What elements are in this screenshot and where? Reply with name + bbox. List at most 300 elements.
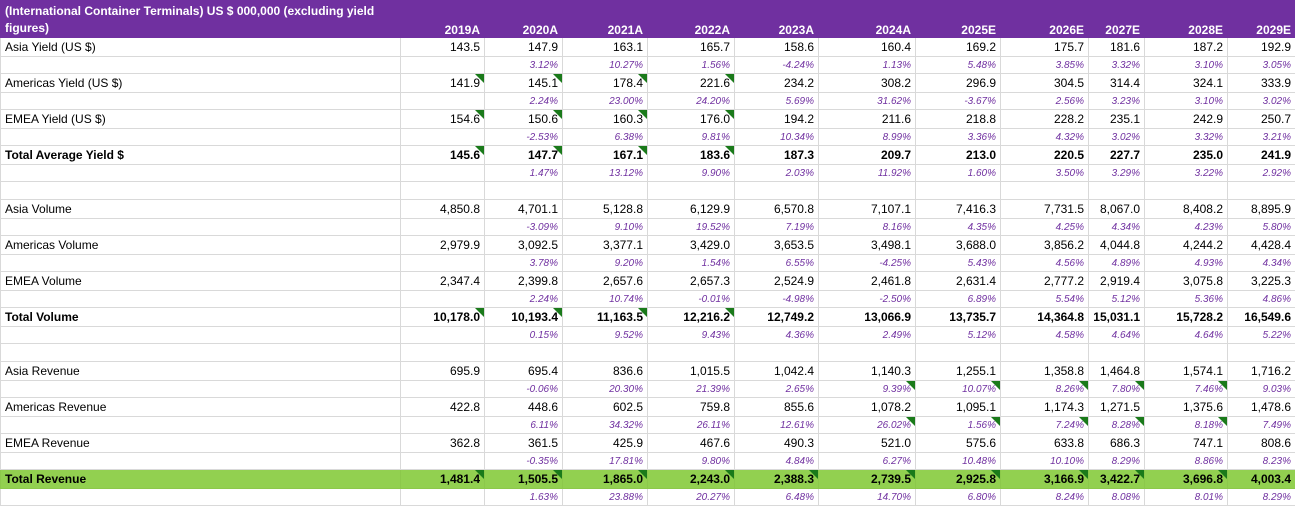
comment-indicator-icon[interactable] (475, 110, 484, 119)
empty-cell[interactable] (1, 489, 401, 506)
growth-cell[interactable]: 10.07% (916, 381, 1001, 398)
value-cell[interactable]: 1,716.2 (1228, 362, 1295, 381)
value-cell[interactable]: 3,092.5 (485, 236, 563, 255)
row-label[interactable]: Americas Volume (1, 236, 401, 255)
value-cell[interactable]: 3,653.5 (735, 236, 819, 255)
growth-cell[interactable]: 1.54% (648, 255, 735, 272)
value-cell[interactable]: 855.6 (735, 398, 819, 417)
value-cell[interactable]: 1,358.8 (1001, 362, 1089, 381)
value-cell[interactable]: 747.1 (1145, 434, 1228, 453)
value-cell[interactable]: 422.8 (401, 398, 485, 417)
value-cell[interactable]: 241.9 (1228, 146, 1295, 165)
empty-cell[interactable] (1, 57, 401, 74)
growth-cell[interactable]: 2.92% (1228, 165, 1295, 182)
year-header[interactable]: 2028E (1145, 1, 1228, 38)
growth-cell[interactable]: 31.62% (819, 93, 916, 110)
value-cell[interactable]: 7,416.3 (916, 200, 1001, 219)
growth-cell[interactable]: 4.35% (916, 219, 1001, 236)
growth-cell[interactable]: 6.80% (916, 489, 1001, 506)
value-cell[interactable]: 3,377.1 (563, 236, 648, 255)
year-header[interactable]: 2024A (819, 1, 916, 38)
comment-indicator-icon[interactable] (475, 146, 484, 155)
value-cell[interactable]: 213.0 (916, 146, 1001, 165)
comment-indicator-icon[interactable] (906, 381, 915, 390)
growth-cell[interactable]: 20.30% (563, 381, 648, 398)
growth-cell[interactable] (401, 165, 485, 182)
value-cell[interactable]: 158.6 (735, 38, 819, 57)
growth-cell[interactable]: 10.48% (916, 453, 1001, 470)
value-cell[interactable]: 227.7 (1089, 146, 1145, 165)
value-cell[interactable]: 211.6 (819, 110, 916, 129)
growth-cell[interactable]: 5.69% (735, 93, 819, 110)
comment-indicator-icon[interactable] (1218, 417, 1227, 426)
value-cell[interactable]: 808.6 (1228, 434, 1295, 453)
value-cell[interactable]: 209.7 (819, 146, 916, 165)
growth-cell[interactable]: 7.19% (735, 219, 819, 236)
value-cell[interactable]: 14,364.8 (1001, 308, 1089, 327)
year-header[interactable]: 2027E (1089, 1, 1145, 38)
growth-cell[interactable]: 4.56% (1001, 255, 1089, 272)
value-cell[interactable]: 4,428.4 (1228, 236, 1295, 255)
growth-cell[interactable]: 3.32% (1089, 57, 1145, 74)
value-cell[interactable]: 6,570.8 (735, 200, 819, 219)
value-cell[interactable]: 1,574.1 (1145, 362, 1228, 381)
comment-indicator-icon[interactable] (475, 74, 484, 83)
value-cell[interactable]: 4,701.1 (485, 200, 563, 219)
value-cell[interactable]: 1,078.2 (819, 398, 916, 417)
growth-cell[interactable] (401, 255, 485, 272)
growth-cell[interactable]: 8.16% (819, 219, 916, 236)
year-header[interactable]: 2029E (1228, 1, 1295, 38)
growth-cell[interactable]: -0.01% (648, 291, 735, 308)
value-cell[interactable]: 12,216.2 (648, 308, 735, 327)
growth-cell[interactable]: 5.54% (1001, 291, 1089, 308)
empty-cell[interactable] (1, 165, 401, 182)
growth-cell[interactable] (401, 291, 485, 308)
value-cell[interactable]: 2,631.4 (916, 272, 1001, 291)
value-cell[interactable]: 194.2 (735, 110, 819, 129)
growth-cell[interactable]: 23.00% (563, 93, 648, 110)
growth-cell[interactable]: 7.80% (1089, 381, 1145, 398)
comment-indicator-icon[interactable] (725, 470, 734, 479)
empty-cell[interactable] (563, 182, 648, 200)
empty-cell[interactable] (735, 182, 819, 200)
value-cell[interactable]: 333.9 (1228, 74, 1295, 93)
growth-cell[interactable]: 8.86% (1145, 453, 1228, 470)
growth-cell[interactable]: 3.50% (1001, 165, 1089, 182)
growth-cell[interactable]: 17.81% (563, 453, 648, 470)
growth-cell[interactable]: 4.64% (1089, 327, 1145, 344)
growth-cell[interactable]: 19.52% (648, 219, 735, 236)
growth-cell[interactable] (401, 129, 485, 146)
empty-cell[interactable] (485, 344, 563, 362)
value-cell[interactable]: 4,003.4 (1228, 470, 1295, 489)
growth-cell[interactable]: 14.70% (819, 489, 916, 506)
value-cell[interactable]: 1,865.0 (563, 470, 648, 489)
growth-cell[interactable]: 3.12% (485, 57, 563, 74)
growth-cell[interactable]: -4.25% (819, 255, 916, 272)
growth-cell[interactable]: 2.65% (735, 381, 819, 398)
comment-indicator-icon[interactable] (725, 146, 734, 155)
empty-cell[interactable] (1089, 344, 1145, 362)
value-cell[interactable]: 228.2 (1001, 110, 1089, 129)
comment-indicator-icon[interactable] (553, 146, 562, 155)
growth-cell[interactable]: 8.26% (1001, 381, 1089, 398)
growth-cell[interactable]: -4.24% (735, 57, 819, 74)
value-cell[interactable]: 16,549.6 (1228, 308, 1295, 327)
value-cell[interactable]: 448.6 (485, 398, 563, 417)
table-title[interactable]: (International Container Terminals) US $ 000,000 (excluding yield figures) (1, 1, 401, 38)
empty-cell[interactable] (735, 344, 819, 362)
growth-cell[interactable]: 3.23% (1089, 93, 1145, 110)
value-cell[interactable]: 1,015.5 (648, 362, 735, 381)
value-cell[interactable]: 187.2 (1145, 38, 1228, 57)
comment-indicator-icon[interactable] (991, 470, 1000, 479)
growth-cell[interactable]: 6.11% (485, 417, 563, 434)
growth-cell[interactable]: 0.15% (485, 327, 563, 344)
growth-cell[interactable]: 11.92% (819, 165, 916, 182)
value-cell[interactable]: 242.9 (1145, 110, 1228, 129)
growth-cell[interactable]: 4.84% (735, 453, 819, 470)
comment-indicator-icon[interactable] (553, 470, 562, 479)
growth-cell[interactable]: 4.64% (1145, 327, 1228, 344)
value-cell[interactable]: 147.7 (485, 146, 563, 165)
value-cell[interactable]: 1,478.6 (1228, 398, 1295, 417)
growth-cell[interactable]: 3.78% (485, 255, 563, 272)
empty-cell[interactable] (1, 381, 401, 398)
growth-cell[interactable]: 4.36% (735, 327, 819, 344)
growth-cell[interactable]: -2.53% (485, 129, 563, 146)
value-cell[interactable]: 686.3 (1089, 434, 1145, 453)
value-cell[interactable]: 13,066.9 (819, 308, 916, 327)
growth-cell[interactable]: -4.98% (735, 291, 819, 308)
growth-cell[interactable]: 8.29% (1228, 489, 1295, 506)
growth-cell[interactable]: 4.86% (1228, 291, 1295, 308)
value-cell[interactable]: 7,107.1 (819, 200, 916, 219)
value-cell[interactable]: 3,856.2 (1001, 236, 1089, 255)
growth-cell[interactable]: 5.12% (1089, 291, 1145, 308)
row-label[interactable]: Total Average Yield $ (1, 146, 401, 165)
value-cell[interactable]: 12,749.2 (735, 308, 819, 327)
empty-cell[interactable] (1, 255, 401, 272)
growth-cell[interactable]: 8.23% (1228, 453, 1295, 470)
comment-indicator-icon[interactable] (553, 74, 562, 83)
value-cell[interactable]: 250.7 (1228, 110, 1295, 129)
value-cell[interactable]: 220.5 (1001, 146, 1089, 165)
value-cell[interactable]: 362.8 (401, 434, 485, 453)
value-cell[interactable]: 1,095.1 (916, 398, 1001, 417)
growth-cell[interactable]: 5.36% (1145, 291, 1228, 308)
comment-indicator-icon[interactable] (638, 110, 647, 119)
value-cell[interactable]: 521.0 (819, 434, 916, 453)
empty-cell[interactable] (819, 344, 916, 362)
empty-cell[interactable] (648, 182, 735, 200)
comment-indicator-icon[interactable] (553, 110, 562, 119)
growth-cell[interactable]: 3.10% (1145, 93, 1228, 110)
value-cell[interactable]: 467.6 (648, 434, 735, 453)
growth-cell[interactable]: 8.29% (1089, 453, 1145, 470)
value-cell[interactable]: 2,919.4 (1089, 272, 1145, 291)
value-cell[interactable]: 5,128.8 (563, 200, 648, 219)
growth-cell[interactable]: -0.06% (485, 381, 563, 398)
value-cell[interactable]: 11,163.5 (563, 308, 648, 327)
growth-cell[interactable] (401, 93, 485, 110)
growth-cell[interactable]: 2.49% (819, 327, 916, 344)
growth-cell[interactable]: 3.36% (916, 129, 1001, 146)
value-cell[interactable]: 8,067.0 (1089, 200, 1145, 219)
value-cell[interactable]: 192.9 (1228, 38, 1295, 57)
empty-cell[interactable] (1001, 344, 1089, 362)
growth-cell[interactable] (401, 453, 485, 470)
value-cell[interactable]: 695.9 (401, 362, 485, 381)
comment-indicator-icon[interactable] (809, 470, 818, 479)
value-cell[interactable]: 296.9 (916, 74, 1001, 93)
growth-cell[interactable] (401, 417, 485, 434)
growth-cell[interactable]: 1.47% (485, 165, 563, 182)
value-cell[interactable]: 154.6 (401, 110, 485, 129)
value-cell[interactable]: 183.6 (648, 146, 735, 165)
growth-cell[interactable]: 8.08% (1089, 489, 1145, 506)
value-cell[interactable]: 15,728.2 (1145, 308, 1228, 327)
empty-cell[interactable] (1145, 182, 1228, 200)
value-cell[interactable]: 150.6 (485, 110, 563, 129)
growth-cell[interactable]: 9.52% (563, 327, 648, 344)
value-cell[interactable]: 2,657.3 (648, 272, 735, 291)
value-cell[interactable]: 2,979.9 (401, 236, 485, 255)
growth-cell[interactable]: 6.55% (735, 255, 819, 272)
row-label[interactable]: Americas Yield (US $) (1, 74, 401, 93)
growth-cell[interactable]: 5.22% (1228, 327, 1295, 344)
growth-cell[interactable]: 4.34% (1228, 255, 1295, 272)
value-cell[interactable]: 3,688.0 (916, 236, 1001, 255)
value-cell[interactable]: 1,140.3 (819, 362, 916, 381)
growth-cell[interactable]: 8.01% (1145, 489, 1228, 506)
value-cell[interactable]: 759.8 (648, 398, 735, 417)
growth-cell[interactable]: 8.99% (819, 129, 916, 146)
growth-cell[interactable]: 8.28% (1089, 417, 1145, 434)
row-label[interactable]: EMEA Volume (1, 272, 401, 291)
value-cell[interactable]: 235.0 (1145, 146, 1228, 165)
value-cell[interactable]: 160.4 (819, 38, 916, 57)
value-cell[interactable]: 8,895.9 (1228, 200, 1295, 219)
value-cell[interactable]: 575.6 (916, 434, 1001, 453)
growth-cell[interactable]: 2.03% (735, 165, 819, 182)
value-cell[interactable]: 308.2 (819, 74, 916, 93)
comment-indicator-icon[interactable] (475, 470, 484, 479)
comment-indicator-icon[interactable] (553, 308, 562, 317)
row-label[interactable]: EMEA Yield (US $) (1, 110, 401, 129)
growth-cell[interactable]: 23.88% (563, 489, 648, 506)
value-cell[interactable]: 1,174.3 (1001, 398, 1089, 417)
growth-cell[interactable] (401, 381, 485, 398)
growth-cell[interactable]: -2.50% (819, 291, 916, 308)
growth-cell[interactable]: 8.24% (1001, 489, 1089, 506)
year-header[interactable]: 2023A (735, 1, 819, 38)
empty-cell[interactable] (485, 182, 563, 200)
growth-cell[interactable]: 13.12% (563, 165, 648, 182)
year-header[interactable]: 2022A (648, 1, 735, 38)
empty-cell[interactable] (648, 344, 735, 362)
value-cell[interactable]: 169.2 (916, 38, 1001, 57)
growth-cell[interactable] (401, 219, 485, 236)
growth-cell[interactable]: 9.90% (648, 165, 735, 182)
comment-indicator-icon[interactable] (638, 308, 647, 317)
growth-cell[interactable]: 2.24% (485, 93, 563, 110)
comment-indicator-icon[interactable] (475, 308, 484, 317)
value-cell[interactable]: 602.5 (563, 398, 648, 417)
value-cell[interactable]: 165.7 (648, 38, 735, 57)
value-cell[interactable]: 2,243.0 (648, 470, 735, 489)
value-cell[interactable]: 2,739.5 (819, 470, 916, 489)
empty-cell[interactable] (1, 417, 401, 434)
comment-indicator-icon[interactable] (725, 110, 734, 119)
value-cell[interactable]: 234.2 (735, 74, 819, 93)
growth-cell[interactable]: 10.74% (563, 291, 648, 308)
growth-cell[interactable]: 4.34% (1089, 219, 1145, 236)
growth-cell[interactable]: 5.43% (916, 255, 1001, 272)
value-cell[interactable]: 3,166.9 (1001, 470, 1089, 489)
empty-cell[interactable] (1089, 182, 1145, 200)
empty-cell[interactable] (1, 344, 401, 362)
value-cell[interactable]: 3,498.1 (819, 236, 916, 255)
growth-cell[interactable]: 9.20% (563, 255, 648, 272)
value-cell[interactable]: 147.9 (485, 38, 563, 57)
value-cell[interactable]: 2,925.8 (916, 470, 1001, 489)
year-header[interactable]: 2019A (401, 1, 485, 38)
comment-indicator-icon[interactable] (638, 74, 647, 83)
year-header[interactable]: 2025E (916, 1, 1001, 38)
empty-cell[interactable] (1, 291, 401, 308)
growth-cell[interactable]: 1.56% (916, 417, 1001, 434)
value-cell[interactable]: 361.5 (485, 434, 563, 453)
growth-cell[interactable]: 5.48% (916, 57, 1001, 74)
row-label[interactable]: Asia Revenue (1, 362, 401, 381)
row-label[interactable]: Asia Yield (US $) (1, 38, 401, 57)
value-cell[interactable]: 235.1 (1089, 110, 1145, 129)
growth-cell[interactable]: 5.12% (916, 327, 1001, 344)
growth-cell[interactable] (401, 327, 485, 344)
value-cell[interactable]: 13,735.7 (916, 308, 1001, 327)
growth-cell[interactable]: 3.02% (1089, 129, 1145, 146)
empty-cell[interactable] (563, 344, 648, 362)
growth-cell[interactable]: 6.48% (735, 489, 819, 506)
comment-indicator-icon[interactable] (1079, 381, 1088, 390)
empty-cell[interactable] (1, 129, 401, 146)
value-cell[interactable]: 2,461.8 (819, 272, 916, 291)
comment-indicator-icon[interactable] (725, 308, 734, 317)
value-cell[interactable]: 145.6 (401, 146, 485, 165)
growth-cell[interactable]: -3.67% (916, 93, 1001, 110)
growth-cell[interactable]: 3.32% (1145, 129, 1228, 146)
growth-cell[interactable]: 24.20% (648, 93, 735, 110)
growth-cell[interactable]: 9.39% (819, 381, 916, 398)
year-header[interactable]: 2026E (1001, 1, 1089, 38)
growth-cell[interactable]: 3.29% (1089, 165, 1145, 182)
value-cell[interactable]: 1,271.5 (1089, 398, 1145, 417)
value-cell[interactable]: 4,044.8 (1089, 236, 1145, 255)
value-cell[interactable]: 3,422.7 (1089, 470, 1145, 489)
value-cell[interactable]: 2,399.8 (485, 272, 563, 291)
year-header[interactable]: 2021A (563, 1, 648, 38)
growth-cell[interactable]: 2.24% (485, 291, 563, 308)
value-cell[interactable]: 2,388.3 (735, 470, 819, 489)
growth-cell[interactable]: 10.34% (735, 129, 819, 146)
growth-cell[interactable]: 4.23% (1145, 219, 1228, 236)
growth-cell[interactable]: 3.85% (1001, 57, 1089, 74)
growth-cell[interactable]: 21.39% (648, 381, 735, 398)
growth-cell[interactable]: 4.25% (1001, 219, 1089, 236)
value-cell[interactable]: 145.1 (485, 74, 563, 93)
empty-cell[interactable] (1, 327, 401, 344)
value-cell[interactable]: 178.4 (563, 74, 648, 93)
growth-cell[interactable]: 4.32% (1001, 129, 1089, 146)
comment-indicator-icon[interactable] (638, 146, 647, 155)
value-cell[interactable]: 2,777.2 (1001, 272, 1089, 291)
value-cell[interactable]: 1,505.5 (485, 470, 563, 489)
growth-cell[interactable]: 26.11% (648, 417, 735, 434)
row-label[interactable]: EMEA Revenue (1, 434, 401, 453)
value-cell[interactable]: 324.1 (1145, 74, 1228, 93)
growth-cell[interactable]: 9.10% (563, 219, 648, 236)
comment-indicator-icon[interactable] (638, 470, 647, 479)
value-cell[interactable]: 175.7 (1001, 38, 1089, 57)
comment-indicator-icon[interactable] (725, 74, 734, 83)
empty-cell[interactable] (1228, 344, 1295, 362)
value-cell[interactable]: 218.8 (916, 110, 1001, 129)
growth-cell[interactable]: 4.58% (1001, 327, 1089, 344)
growth-cell[interactable] (401, 489, 485, 506)
growth-cell[interactable]: 3.10% (1145, 57, 1228, 74)
empty-cell[interactable] (1, 182, 401, 200)
growth-cell[interactable]: 7.49% (1228, 417, 1295, 434)
value-cell[interactable]: 181.6 (1089, 38, 1145, 57)
growth-cell[interactable]: 10.27% (563, 57, 648, 74)
growth-cell[interactable]: 9.81% (648, 129, 735, 146)
comment-indicator-icon[interactable] (1135, 381, 1144, 390)
growth-cell[interactable]: -0.35% (485, 453, 563, 470)
comment-indicator-icon[interactable] (991, 381, 1000, 390)
empty-cell[interactable] (401, 344, 485, 362)
growth-cell[interactable]: 6.89% (916, 291, 1001, 308)
comment-indicator-icon[interactable] (1218, 470, 1227, 479)
growth-cell[interactable]: 8.18% (1145, 417, 1228, 434)
growth-cell[interactable]: 9.43% (648, 327, 735, 344)
growth-cell[interactable] (401, 57, 485, 74)
value-cell[interactable]: 1,481.4 (401, 470, 485, 489)
value-cell[interactable]: 695.4 (485, 362, 563, 381)
value-cell[interactable]: 4,850.8 (401, 200, 485, 219)
value-cell[interactable]: 314.4 (1089, 74, 1145, 93)
empty-cell[interactable] (916, 344, 1001, 362)
comment-indicator-icon[interactable] (906, 470, 915, 479)
value-cell[interactable]: 3,225.3 (1228, 272, 1295, 291)
value-cell[interactable]: 143.5 (401, 38, 485, 57)
growth-cell[interactable]: 5.80% (1228, 219, 1295, 236)
growth-cell[interactable]: 9.80% (648, 453, 735, 470)
empty-cell[interactable] (1228, 182, 1295, 200)
empty-cell[interactable] (401, 182, 485, 200)
value-cell[interactable]: 2,524.9 (735, 272, 819, 291)
value-cell[interactable]: 6,129.9 (648, 200, 735, 219)
value-cell[interactable]: 160.3 (563, 110, 648, 129)
growth-cell[interactable]: 1.60% (916, 165, 1001, 182)
growth-cell[interactable]: 9.03% (1228, 381, 1295, 398)
comment-indicator-icon[interactable] (991, 417, 1000, 426)
value-cell[interactable]: 163.1 (563, 38, 648, 57)
empty-cell[interactable] (1145, 344, 1228, 362)
value-cell[interactable]: 221.6 (648, 74, 735, 93)
growth-cell[interactable]: 6.38% (563, 129, 648, 146)
